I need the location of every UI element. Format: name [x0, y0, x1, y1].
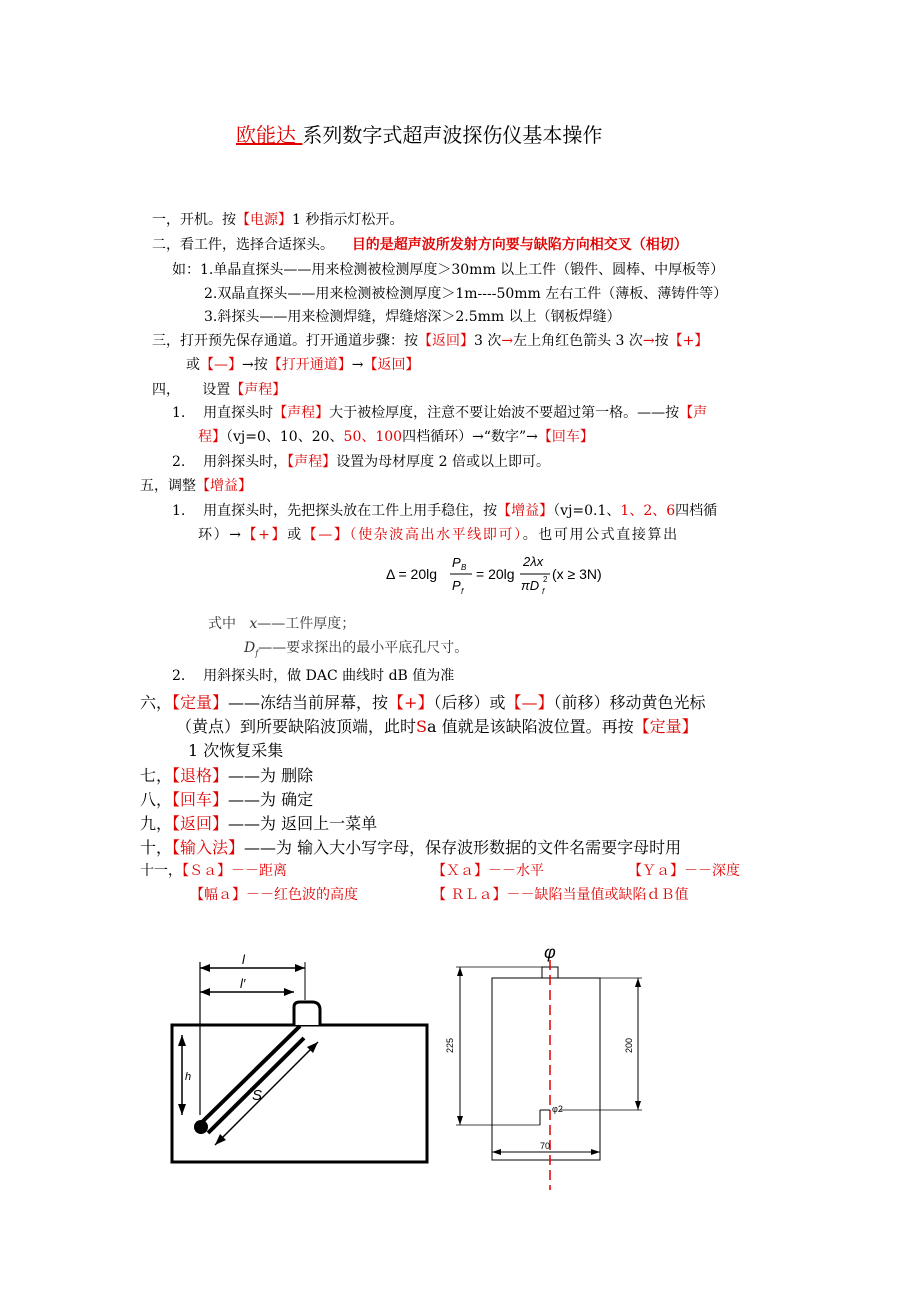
step-8: 八，【回车】——为 确定 [140, 790, 314, 809]
defect-point [194, 1120, 208, 1134]
dim-225: 225 [445, 1037, 455, 1053]
step-4-1: 1. 用直探头时【声程】大于被检厚度，注意不要让始波不要超过第一格。——按【声 [172, 405, 708, 421]
svg-text:P: P [452, 578, 461, 593]
probe-shape [294, 1002, 320, 1025]
svg-text:f: f [461, 587, 464, 596]
step-5-2: 2. 用斜探头时，做 DAC 曲线时 dB 值为准 [172, 668, 455, 684]
svg-text:B: B [461, 563, 467, 572]
step-3-cont: 或【—】→按【打开通道】→【返回】 [186, 357, 420, 373]
step-6-cont-2: 1 次恢复采集 [188, 741, 284, 760]
dim-l: l [242, 952, 245, 967]
dim-200: 200 [624, 1037, 634, 1053]
step-4-2: 2. 用斜探头时，【声程】设置为母材厚度 2 倍或以上即可。 [172, 454, 550, 470]
brand-name: 欧能达 [236, 123, 303, 147]
page-title [236, 122, 602, 148]
step-1: 一，开机。按【电源】1 秒指示灯松开。 [152, 212, 404, 228]
step-2-item-3: 3.斜探头——用来检测焊缝，焊缝熔深＞2.5mm 以上（钢板焊缝） [204, 309, 621, 325]
test-block-diagram [440, 940, 680, 1195]
step-9: 九，【返回】——为 返回上一菜单 [140, 814, 378, 833]
step-5-1-cont: 环）→【+】或【—】（使杂波高出水平线即可）。也可用公式直接算出 [198, 527, 679, 543]
step-11: 十一，【Ｓａ】－－距离 [140, 863, 287, 879]
step-6-cont: （黄点）到所要缺陷波顶端，此时Sa 值就是该缺陷波位置。再按【定量】 [176, 717, 698, 736]
svg-text:(x ≥ 3N): (x ≥ 3N) [552, 566, 602, 582]
step-11-ya: 【Ｙａ】－－深度 [628, 863, 740, 879]
step-10: 十，【输入法】——为 输入大小写字母，保存波形数据的文件名需要字母时用 [140, 838, 682, 857]
step-11-xa: 【Ｘａ】－－水平 [432, 863, 544, 879]
step-7: 七，【退格】——为 删除 [140, 766, 314, 785]
step-2-item-2: 2.双晶直探头——用来检测被检测厚度＞1m----50mm 左右工件（薄板、薄铸件等） [204, 286, 728, 302]
svg-text:πD: πD [521, 578, 540, 593]
svg-text:= 20lg: = 20lg [476, 566, 515, 582]
formula-note-2: $D_f——$要求探出的最小平底孔尺寸。 [244, 640, 469, 658]
step-3: 三，打开预先保存通道。打开通道步骤：按【返回】3 次→左上角红色箭头 3 次→按【+】 [152, 333, 709, 349]
step-2: 二，看工件，选择合适探头。 目的是超声波所发射方向要与缺陷方向相交叉（相切） [152, 237, 688, 253]
step-11-amp: 【幅ａ】－－红色波的高度 [190, 887, 358, 903]
step-11-rla: 【 ＲＬａ】－－缺陷当量值或缺陷ｄＢ值 [432, 887, 689, 903]
svg-text:2: 2 [543, 575, 548, 584]
dim-s: S [252, 1087, 263, 1104]
hole-label: φ2 [552, 1104, 563, 1114]
svg-text:P: P [452, 555, 461, 570]
dim-h: h [185, 1071, 192, 1083]
svg-text:2λx: 2λx [523, 554, 544, 569]
workpiece-outline [172, 1025, 427, 1162]
step-4-1-cont: 程】（vj=0、10、20、50、100四档循环）→“数字”→【回车】 [198, 429, 594, 445]
formula-lhs: Δ = 20lg [386, 566, 438, 582]
step-4: 四， 设置【声程】 [152, 382, 287, 398]
step-2-item-1: 如：1.单晶直探头——用来检测被检测厚度＞30mm 以上工件（锻件、圆棒、中厚板等） [172, 262, 725, 278]
gain-formula [382, 550, 622, 600]
step-5-1: 1. 用直探头时，先把探头放在工件上用手稳住，按【增益】（vj=0.1、1、2、6四档循 [172, 503, 718, 519]
step-5: 五，调整【增益】 [140, 478, 252, 494]
step-6: 六，【定量】——冻结当前屏幕，按【+】（后移）或【—】（前移）移动黄色光标 [140, 693, 706, 712]
dim-70: 70 [540, 1141, 551, 1151]
angle-probe-diagram [140, 940, 440, 1185]
title-text: 系列数字式超声波探伤仪基本操作 [302, 123, 603, 147]
top-symbol: φ [544, 942, 556, 962]
svg-text:f: f [542, 587, 545, 596]
formula-note-1: 式中 x——工件厚度； [208, 616, 356, 632]
dim-l-prime: l′ [240, 976, 246, 991]
